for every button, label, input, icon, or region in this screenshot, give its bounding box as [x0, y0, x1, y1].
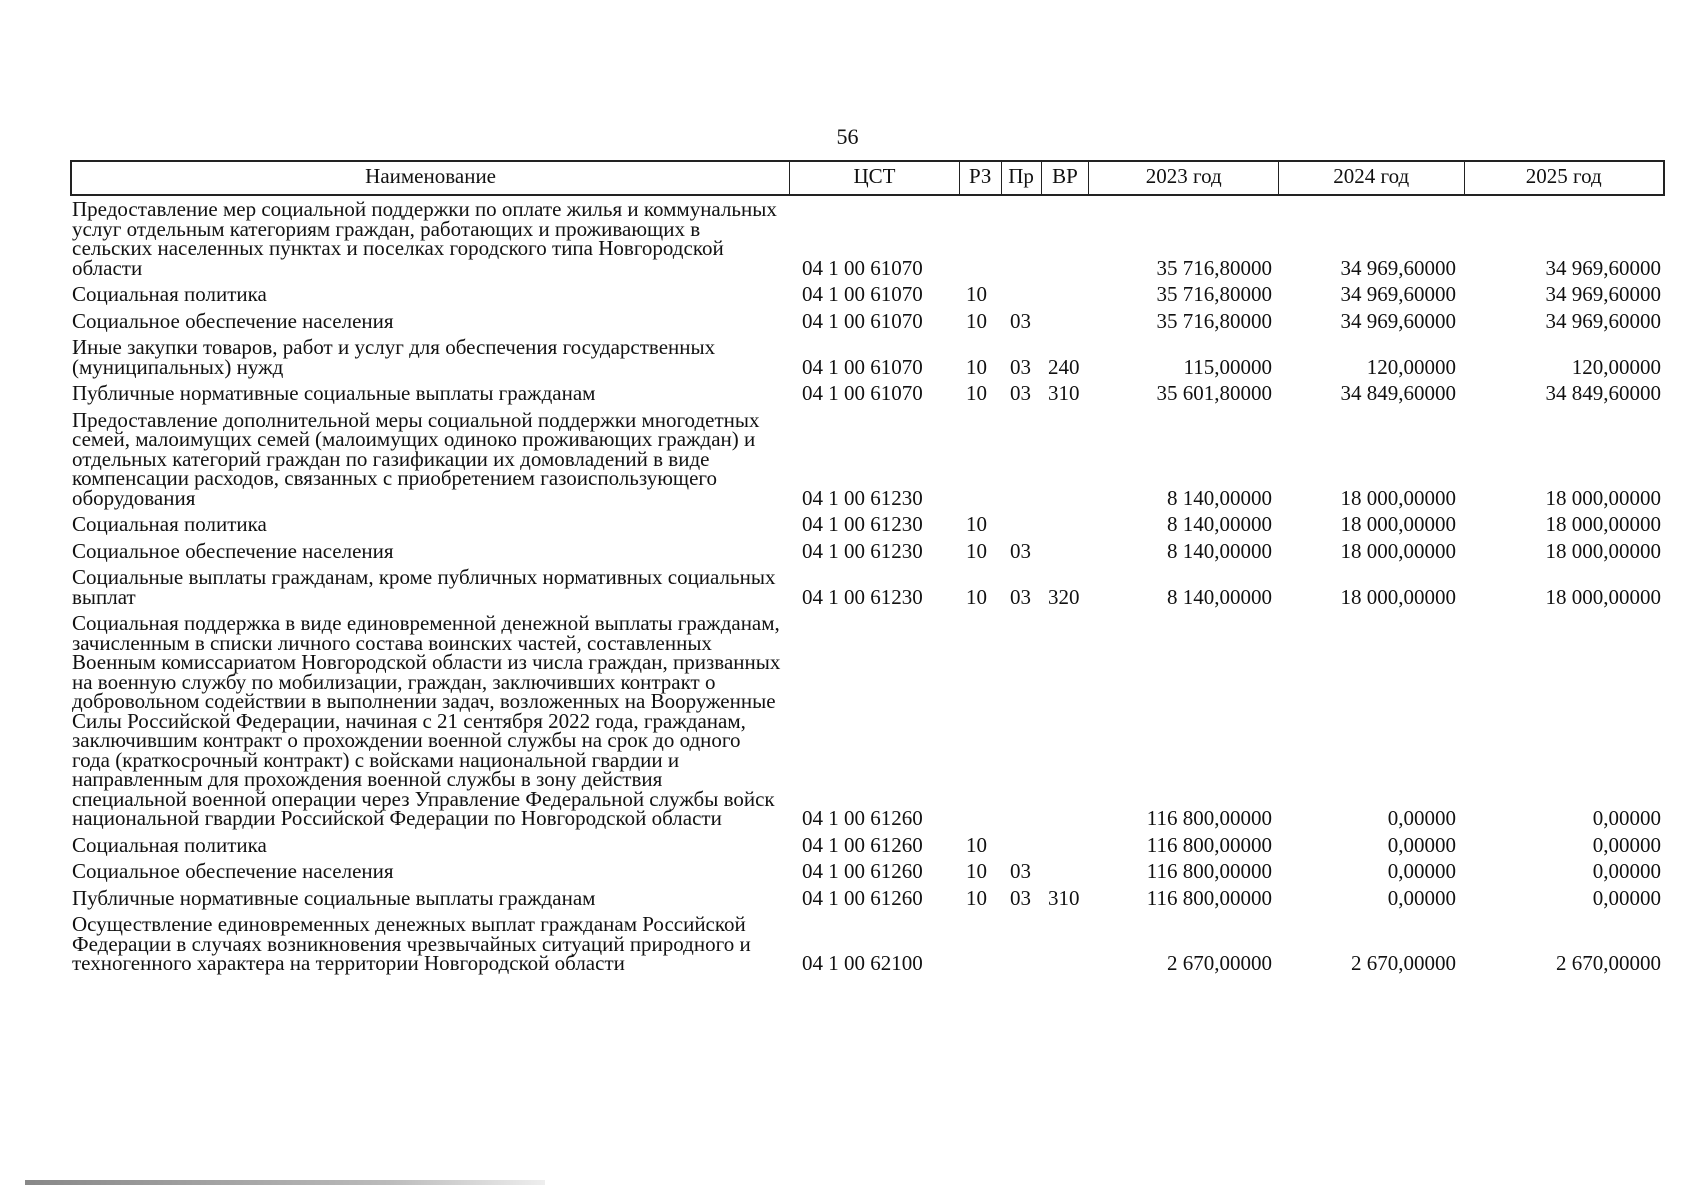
- row-vr: 240: [1048, 354, 1080, 379]
- row-name: Публичные нормативные социальные выплаты гражданам: [72, 885, 596, 910]
- row-name: Предоставление мер социальной поддержки по оплате жилья и коммунальных услуг отдельным категориям граждан, работающих и проживающих в сельских населенных пунктах и поселках городского типа Новгородской области: [72, 197, 777, 280]
- row-2025: 34 969,60000: [1545, 255, 1661, 280]
- row-2023: 35 716,80000: [1156, 255, 1272, 280]
- table-body: [70, 197, 1665, 975]
- row-2025: 2 670,00000: [1556, 951, 1661, 975]
- row-rz: 10: [966, 354, 987, 379]
- table-row: [70, 381, 1665, 405]
- row-2025: 0,00000: [1592, 859, 1661, 883]
- row-2023: 8 140,00000: [1167, 512, 1272, 536]
- row-2025: 0,00000: [1592, 832, 1661, 857]
- row-name: Публичные нормативные социальные выплаты гражданам: [72, 381, 596, 405]
- row-vr: 320: [1048, 584, 1080, 609]
- row-2023: 8 140,00000: [1167, 485, 1272, 510]
- row-2023: 8 140,00000: [1167, 584, 1272, 609]
- row-2025: 18 000,00000: [1545, 512, 1661, 536]
- table-header: [70, 160, 1665, 196]
- row-cst: 04 1 00 61070: [802, 282, 923, 306]
- row-2023: 35 601,80000: [1156, 381, 1272, 405]
- row-rz: 10: [966, 282, 987, 306]
- row-2023: 2 670,00000: [1167, 951, 1272, 975]
- row-vr: 310: [1048, 885, 1080, 910]
- header-rz: РЗ: [960, 162, 1002, 194]
- row-name: Иные закупки товаров, работ и услуг для обеспечения государственных (муниципальных) нужд: [72, 335, 716, 379]
- header-pr: Пр: [1002, 162, 1042, 194]
- row-cst: 04 1 00 61070: [802, 381, 923, 405]
- row-name: Социальная поддержка в виде единовременной денежной выплаты гражданам, зачисленным в списки личного состава воинских частей, составленных Военным комиссариатом Новгородской области из числа граждан, призванных на военную службу по мобилизации, граждан, заключивших контракт о добровольном содействии в выполнении задач, возложенных на Вооруженные Силы Российской Федерации, начиная с 21 сентября 2022 года, гражданам, заключившим контракт о прохождении военной службы на срок до одного года (краткосрочный контракт) с войсками национальной гвардии и направленным для прохождения военной службы в зону действия специальной военной операции через Управление Федеральной службы войск национальной гвардии Российской Федерации по Новгородской области: [72, 611, 781, 830]
- row-cst: 04 1 00 61070: [802, 354, 923, 379]
- row-rz: 10: [966, 381, 987, 405]
- row-pr: 03: [1010, 859, 1031, 883]
- row-2024: 2 670,00000: [1351, 951, 1456, 975]
- row-2023: 116 800,00000: [1146, 885, 1272, 910]
- row-cst: 04 1 00 61260: [802, 859, 923, 883]
- row-2024: 34 969,60000: [1340, 255, 1456, 280]
- row-2025: 34 969,60000: [1545, 308, 1661, 333]
- row-2023: 35 716,80000: [1156, 282, 1272, 306]
- row-vr: 310: [1048, 381, 1080, 405]
- row-name: Социальная политика: [72, 832, 267, 857]
- table-row: [70, 407, 1665, 510]
- row-name: Социальное обеспечение населения: [72, 859, 394, 883]
- header-vr: ВР: [1042, 162, 1090, 194]
- row-2025: 0,00000: [1592, 885, 1661, 910]
- row-cst: 04 1 00 61070: [802, 255, 923, 280]
- budget-table: [70, 160, 1665, 981]
- table-row: [70, 512, 1665, 536]
- row-name: Социальное обеспечение населения: [72, 538, 394, 563]
- row-rz: 10: [966, 859, 987, 883]
- row-name: Предоставление дополнительной меры социальной поддержки многодетных семей, малоимущих семей (малоимущих одиноко проживающих граждан) и отдельных категорий граждан по газификации их домовладений в виде компенсации расходов, связанных с приобретением газоиспользующего оборудования: [72, 407, 760, 510]
- row-2023: 116 800,00000: [1146, 806, 1272, 830]
- row-2024: 34 969,60000: [1340, 308, 1456, 333]
- row-2024: 34 969,60000: [1340, 282, 1456, 306]
- row-2023: 116 800,00000: [1146, 859, 1272, 883]
- row-2025: 34 969,60000: [1545, 282, 1661, 306]
- row-2024: 18 000,00000: [1340, 584, 1456, 609]
- header-2023: 2023 год: [1089, 162, 1279, 194]
- page-number: 56: [836, 124, 859, 149]
- row-pr: 03: [1010, 308, 1031, 333]
- row-2024: 0,00000: [1387, 859, 1456, 883]
- table-row: [70, 197, 1665, 280]
- row-cst: 04 1 00 61230: [802, 538, 923, 563]
- row-2024: 18 000,00000: [1340, 538, 1456, 563]
- table-row: [70, 565, 1665, 609]
- row-pr: 03: [1010, 885, 1031, 910]
- row-rz: 10: [966, 832, 987, 857]
- row-name: Социальная политика: [72, 512, 267, 536]
- row-cst: 04 1 00 61230: [802, 584, 923, 609]
- row-2024: 0,00000: [1387, 806, 1456, 830]
- table-row: [70, 308, 1665, 333]
- table-row: [70, 912, 1665, 975]
- row-2025: 0,00000: [1592, 806, 1661, 830]
- row-rz: 10: [966, 885, 987, 910]
- row-cst: 04 1 00 61230: [802, 512, 923, 536]
- row-pr: 03: [1010, 381, 1031, 405]
- row-2025: 34 849,60000: [1545, 381, 1661, 405]
- table-row: [70, 611, 1665, 830]
- row-rz: 10: [966, 308, 987, 333]
- row-2024: 0,00000: [1387, 832, 1456, 857]
- row-2025: 18 000,00000: [1545, 485, 1661, 510]
- row-2025: 18 000,00000: [1545, 538, 1661, 563]
- row-2023: 8 140,00000: [1167, 538, 1272, 563]
- row-cst: 04 1 00 61070: [802, 308, 923, 333]
- row-name: Социальное обеспечение населения: [72, 308, 394, 333]
- row-pr: 03: [1010, 538, 1031, 563]
- row-cst: 04 1 00 61260: [802, 806, 923, 830]
- row-name: Социальные выплаты гражданам, кроме публичных нормативных социальных выплат: [72, 565, 776, 609]
- row-2024: 120,00000: [1366, 354, 1456, 379]
- row-2024: 18 000,00000: [1340, 512, 1456, 536]
- row-2025: 120,00000: [1571, 354, 1661, 379]
- row-cst: 04 1 00 62100: [802, 951, 923, 975]
- table-row: [70, 282, 1665, 306]
- row-name: Осуществление единовременных денежных выплат гражданам Российской Федерации в случаях возникновения чрезвычайных ситуаций природного и техногенного характера на территории Новгородской области: [72, 912, 751, 975]
- row-2023: 115,00000: [1183, 354, 1272, 379]
- header-cst: ЦСТ: [790, 162, 960, 194]
- table-row: [70, 885, 1665, 910]
- table-row: [70, 538, 1665, 563]
- row-rz: 10: [966, 584, 987, 609]
- row-name: Социальная политика: [72, 282, 267, 306]
- row-rz: 10: [966, 512, 987, 536]
- header-name: Наименование: [72, 162, 790, 194]
- table-row: [70, 335, 1665, 379]
- table-row: [70, 859, 1665, 883]
- scan-edge-strip: [25, 1180, 545, 1185]
- row-cst: 04 1 00 61260: [802, 832, 923, 857]
- row-2024: 18 000,00000: [1340, 485, 1456, 510]
- row-2024: 34 849,60000: [1340, 381, 1456, 405]
- row-pr: 03: [1010, 354, 1031, 379]
- row-rz: 10: [966, 538, 987, 563]
- row-2024: 0,00000: [1387, 885, 1456, 910]
- header-2025: 2025 год: [1525, 164, 1602, 188]
- row-cst: 04 1 00 61260: [802, 885, 923, 910]
- row-pr: 03: [1010, 584, 1031, 609]
- row-2023: 116 800,00000: [1146, 832, 1272, 857]
- row-2025: 18 000,00000: [1545, 584, 1661, 609]
- row-2023: 35 716,80000: [1156, 308, 1272, 333]
- row-cst: 04 1 00 61230: [802, 485, 923, 510]
- table-row: [70, 832, 1665, 857]
- header-2024: 2024 год: [1279, 162, 1465, 194]
